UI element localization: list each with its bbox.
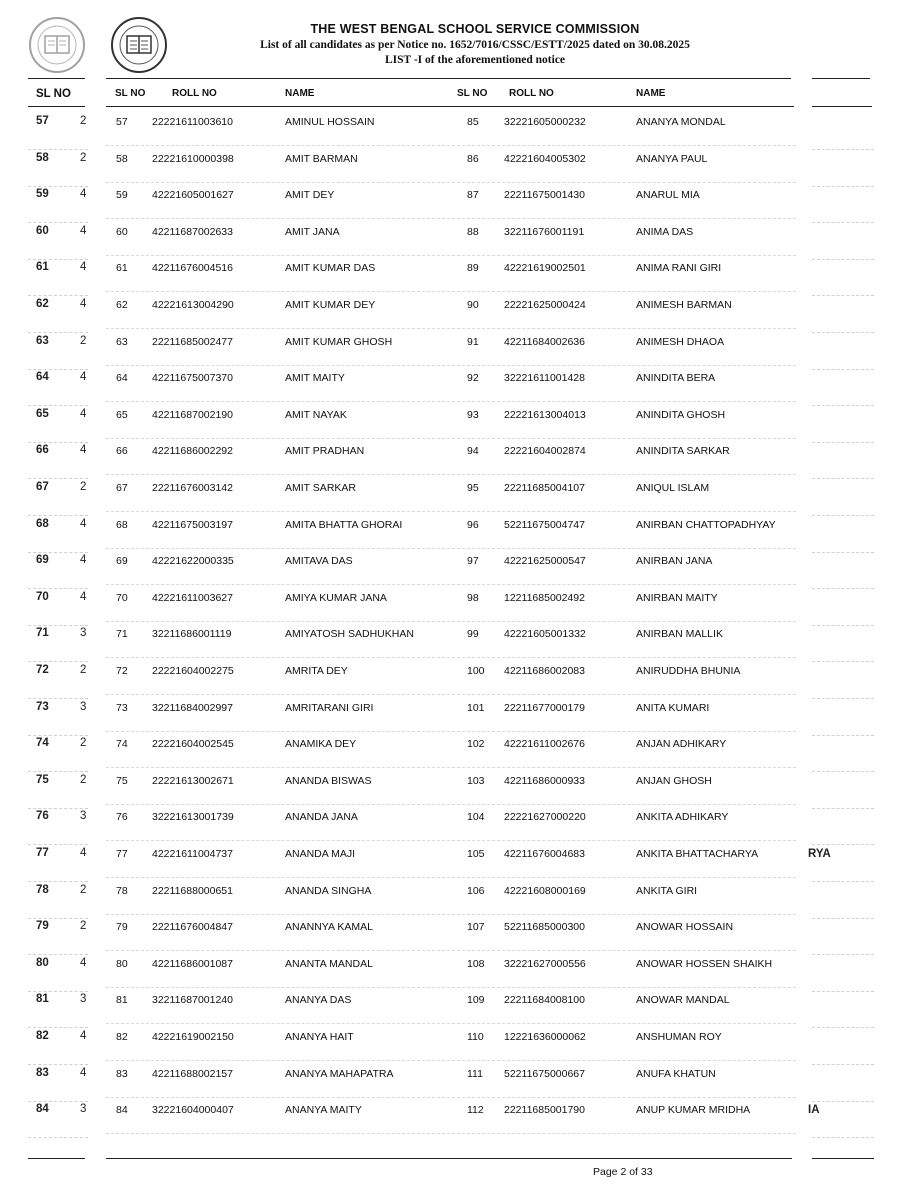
cell-name: AMIT DEY [285, 189, 335, 201]
notice-subtitle: List of all candidates as per Notice no. 1652/7016/CSSC/ESTT/2025 dated on 30.08.2025 [260, 39, 690, 51]
cell-roll: 42221611002676 [504, 738, 585, 750]
cell-name: ANARUL MIA [636, 189, 700, 201]
cell-sl: 95 [467, 482, 479, 494]
cell-sl: 84 [116, 1104, 128, 1116]
cell-sl: 69 [116, 555, 128, 567]
cell-name: ANSHUMAN ROY [636, 1031, 722, 1043]
ghost-row-sl: 72 [36, 664, 49, 676]
cell-name: ANIRBAN CHATTOPADHYAY [636, 519, 776, 531]
cell-sl: 99 [467, 628, 479, 640]
col-header-name: NAME [285, 88, 315, 99]
ghost-row-sl: 57 [36, 115, 49, 127]
cell-sl: 93 [467, 409, 479, 421]
cell-name: ANANDA BISWAS [285, 775, 372, 787]
ghost-row-sl: 69 [36, 554, 49, 566]
ghost-row-mark: 2 [80, 335, 87, 347]
cell-roll: 42221611004737 [152, 848, 233, 860]
row-divider [106, 182, 796, 183]
cell-sl: 80 [116, 958, 128, 970]
cell-roll: 32221605000232 [504, 116, 586, 128]
ghost-row-mark: 4 [80, 188, 87, 200]
cell-sl: 106 [467, 885, 485, 897]
cell-sl: 59 [116, 189, 128, 201]
cell-roll: 22211685001790 [504, 1104, 585, 1116]
cell-sl: 89 [467, 262, 479, 274]
cell-sl: 110 [467, 1031, 484, 1043]
ghost-row-mark: 2 [80, 737, 87, 749]
ghost-row-sl: 67 [36, 481, 49, 493]
cell-name: ANIMA DAS [636, 226, 694, 238]
cell-roll: 22221627000220 [504, 811, 586, 823]
cell-sl: 97 [467, 555, 479, 567]
row-divider [106, 694, 796, 695]
cell-roll: 42221622000335 [152, 555, 234, 567]
ghost-row [36, 444, 87, 456]
cell-roll: 22221604002545 [152, 738, 234, 750]
cell-sl: 62 [116, 299, 128, 311]
cell-sl: 67 [116, 482, 128, 494]
ghost-row-sl: 66 [36, 444, 49, 456]
cell-roll: 22211684008100 [504, 994, 585, 1006]
commission-seal-icon [28, 16, 86, 74]
cell-name: ANKITA BHATTACHARYA [636, 848, 759, 860]
cell-roll: 42211688002157 [152, 1068, 233, 1080]
cell-roll: 42221619002150 [152, 1031, 234, 1043]
ghost-row-sl: 78 [36, 884, 49, 896]
cell-roll: 12221636000062 [504, 1031, 586, 1043]
cell-sl: 68 [116, 519, 128, 531]
cell-sl: 109 [467, 994, 485, 1006]
ghost-row-sl: 64 [36, 371, 49, 383]
cell-sl: 57 [116, 116, 128, 128]
cell-name: AMRITARANI GIRI [285, 702, 374, 714]
ghost-row-mark: 2 [80, 481, 87, 493]
ghost-row [36, 810, 87, 822]
ghost-row [36, 1067, 87, 1079]
ghost-row [36, 847, 87, 859]
cell-roll: 42211686002292 [152, 445, 233, 457]
cell-name: ANITA KUMARI [636, 702, 710, 714]
ghost-row [36, 627, 87, 639]
cell-sl: 73 [116, 702, 128, 714]
cell-sl: 100 [467, 665, 485, 677]
cell-sl: 79 [116, 921, 128, 933]
cell-name: AMIT BARMAN [285, 153, 358, 165]
ghost-row-sl: 73 [36, 701, 49, 713]
cell-roll: 42211687002633 [152, 226, 233, 238]
cell-name: AMITAVA DAS [285, 555, 353, 567]
ghost-row-mark: 3 [80, 627, 87, 639]
cell-name: ANOWAR HOSSAIN [636, 921, 734, 933]
cell-roll: 42211684002636 [504, 336, 585, 348]
cell-roll: 42211676004683 [504, 848, 585, 860]
cell-sl: 87 [467, 189, 479, 201]
cell-sl: 104 [467, 811, 485, 823]
row-divider [106, 474, 796, 475]
ghost-row-sl: 62 [36, 298, 49, 310]
cell-sl: 81 [116, 994, 128, 1006]
cell-roll: 22221610000398 [152, 153, 234, 165]
cell-name: ANIMESH BARMAN [636, 299, 732, 311]
cell-name: ANOWAR MANDAL [636, 994, 730, 1006]
cell-roll: 52211685000300 [504, 921, 585, 933]
ghost-row-sl: 77 [36, 847, 49, 859]
cell-sl: 78 [116, 885, 128, 897]
cell-name: ANIQUL ISLAM [636, 482, 710, 494]
cell-name: AMIYATOSH SADHUKHAN [285, 628, 414, 640]
ghost-row-mark: 4 [80, 591, 87, 603]
ghost-row-sl: 71 [36, 627, 49, 639]
row-divider [106, 145, 796, 146]
commission-seal-icon [110, 16, 168, 74]
cell-sl: 66 [116, 445, 128, 457]
cell-roll: 22221613004013 [504, 409, 586, 421]
cell-name: ANANTA MANDAL [285, 958, 373, 970]
ghost-row-sl: 70 [36, 591, 49, 603]
cell-roll: 22211675001430 [504, 189, 585, 201]
ghost-row-mark: 3 [80, 810, 87, 822]
row-divider [106, 877, 796, 878]
cell-name: ANJAN GHOSH [636, 775, 712, 787]
cell-roll: 42211676004516 [152, 262, 233, 274]
page-number: Page 2 of 33 [593, 1166, 653, 1178]
cell-roll: 42211686001087 [152, 958, 233, 970]
cell-sl: 76 [116, 811, 128, 823]
document-header [240, 22, 710, 66]
cell-name: ANIRBAN JANA [636, 555, 713, 567]
ghost-row-mark: 2 [80, 115, 87, 127]
row-divider [106, 1023, 796, 1024]
col-header-roll: ROLL NO [172, 88, 217, 99]
cell-name: ANANDA SINGHA [285, 885, 372, 897]
cell-roll: 42211687002190 [152, 409, 233, 421]
ghost-row-sl: 61 [36, 261, 49, 273]
ghost-row-mark: 4 [80, 1067, 87, 1079]
ghost-row-mark: 4 [80, 957, 87, 969]
cell-sl: 86 [467, 153, 479, 165]
cell-name: ANANYA DAS [285, 994, 352, 1006]
ghost-row [36, 261, 87, 273]
cell-sl: 71 [116, 628, 128, 640]
row-divider [106, 731, 796, 732]
cell-sl: 92 [467, 372, 479, 384]
ghost-row [36, 774, 87, 786]
row-divider [106, 767, 796, 768]
cell-roll: 42221604005302 [504, 153, 586, 165]
cell-name: AMINUL HOSSAIN [285, 116, 375, 128]
ghost-row [36, 188, 87, 200]
cell-name: ANIMESH DHAOA [636, 336, 725, 348]
cell-sl: 108 [467, 958, 485, 970]
cell-sl: 94 [467, 445, 479, 457]
cell-sl: 70 [116, 592, 128, 604]
ghost-row-sl: 83 [36, 1067, 49, 1079]
cell-sl: 82 [116, 1031, 128, 1043]
row-divider [106, 914, 796, 915]
ghost-row-sl: 76 [36, 810, 49, 822]
ghost-row [36, 957, 87, 969]
cell-roll: 42221605001627 [152, 189, 234, 201]
cell-sl: 72 [116, 665, 128, 677]
cell-roll: 42221619002501 [504, 262, 586, 274]
cell-roll: 22221625000424 [504, 299, 586, 311]
cell-name: AMIYA KUMAR JANA [285, 592, 387, 604]
ghost-row [36, 664, 87, 676]
ghost-row [36, 591, 87, 603]
cell-sl: 98 [467, 592, 479, 604]
row-divider [106, 438, 796, 439]
cell-roll: 22211685002477 [152, 336, 233, 348]
ghost-row-sl: 65 [36, 408, 49, 420]
cell-name: AMIT KUMAR DAS [285, 262, 376, 274]
cell-sl: 107 [467, 921, 485, 933]
cell-name: AMITA BHATTA GHORAI [285, 519, 403, 531]
cell-roll: 32221627000556 [504, 958, 586, 970]
cell-sl: 58 [116, 153, 128, 165]
row-divider [106, 621, 796, 622]
ghost-fragment: IA [808, 1104, 820, 1116]
cell-name: ANINDITA SARKAR [636, 445, 730, 457]
row-divider [106, 1060, 796, 1061]
ghost-row-sl: 82 [36, 1030, 49, 1042]
cell-roll: 42221613004290 [152, 299, 234, 311]
ghost-row-sl: 80 [36, 957, 49, 969]
cell-roll: 52211675004747 [504, 519, 585, 531]
cell-sl: 83 [116, 1068, 128, 1080]
ghost-row-sl: 74 [36, 737, 49, 749]
cell-sl: 105 [467, 848, 485, 860]
cell-sl: 74 [116, 738, 128, 750]
cell-name: ANANDA JANA [285, 811, 358, 823]
cell-roll: 12211685002492 [504, 592, 585, 604]
row-divider [106, 291, 796, 292]
ghost-row-mark: 4 [80, 444, 87, 456]
row-divider [106, 840, 796, 841]
cell-sl: 75 [116, 775, 128, 787]
ghost-row-sl: 84 [36, 1103, 49, 1115]
cell-sl: 101 [467, 702, 485, 714]
col-header-roll: ROLL NO [509, 88, 554, 99]
cell-sl: 60 [116, 226, 128, 238]
ghost-header-sl: SL NO [36, 88, 71, 100]
cell-sl: 64 [116, 372, 128, 384]
ghost-row-mark: 2 [80, 664, 87, 676]
ghost-row [36, 518, 87, 530]
ghost-row-sl: 60 [36, 225, 49, 237]
cell-roll: 32221611001428 [504, 372, 585, 384]
cell-name: ANANYA MAITY [285, 1104, 362, 1116]
cell-roll: 42221605001332 [504, 628, 586, 640]
ghost-row [36, 993, 87, 1005]
cell-name: ANIRUDDHA BHUNIA [636, 665, 741, 677]
ghost-row-mark: 4 [80, 261, 87, 273]
ghost-row-sl: 68 [36, 518, 49, 530]
row-divider [106, 328, 796, 329]
row-divider [106, 511, 796, 512]
cell-roll: 42211675007370 [152, 372, 233, 384]
row-divider [106, 584, 796, 585]
cell-roll: 22211676003142 [152, 482, 233, 494]
cell-name: ANINDITA BERA [636, 372, 716, 384]
cell-sl: 88 [467, 226, 479, 238]
ghost-row-mark: 4 [80, 554, 87, 566]
cell-name: ANANYA MAHAPATRA [285, 1068, 394, 1080]
cell-roll: 42221608000169 [504, 885, 586, 897]
cell-sl: 111 [467, 1068, 483, 1080]
ghost-row-sl: 59 [36, 188, 49, 200]
cell-sl: 112 [467, 1104, 484, 1116]
cell-name: ANKITA GIRI [636, 885, 698, 897]
cell-roll: 42211675003197 [152, 519, 233, 531]
cell-roll: 32211676001191 [504, 226, 585, 238]
cell-roll: 42221611003627 [152, 592, 233, 604]
cell-sl: 63 [116, 336, 128, 348]
cell-roll: 32211686001119 [152, 628, 232, 640]
cell-name: ANANYA MONDAL [636, 116, 726, 128]
row-divider [106, 365, 796, 366]
ghost-row [36, 481, 87, 493]
cell-roll: 22221613002671 [152, 775, 234, 787]
ghost-row [36, 335, 87, 347]
ghost-row-mark: 4 [80, 518, 87, 530]
cell-name: ANUFA KHATUN [636, 1068, 716, 1080]
row-divider [106, 255, 796, 256]
cell-roll: 32221613001739 [152, 811, 234, 823]
cell-roll: 22211688000651 [152, 885, 233, 897]
cell-name: AMRITA DEY [285, 665, 348, 677]
cell-name: ANKITA ADHIKARY [636, 811, 729, 823]
cell-roll: 32221604000407 [152, 1104, 234, 1116]
ghost-row [36, 701, 87, 713]
row-divider [106, 950, 796, 951]
cell-name: AMIT PRADHAN [285, 445, 365, 457]
cell-roll: 22221604002874 [504, 445, 586, 457]
ghost-row [36, 298, 87, 310]
ghost-row-mark: 3 [80, 1103, 87, 1115]
cell-name: AMIT MAITY [285, 372, 345, 384]
cell-name: AMIT KUMAR GHOSH [285, 336, 393, 348]
row-divider [106, 804, 796, 805]
ghost-row-mark: 2 [80, 920, 87, 932]
cell-name: ANIRBAN MAITY [636, 592, 718, 604]
cell-sl: 77 [116, 848, 128, 860]
cell-name: AMIT JANA [285, 226, 340, 238]
ghost-row-mark: 4 [80, 371, 87, 383]
cell-name: ANINDITA GHOSH [636, 409, 726, 421]
cell-name: ANUP KUMAR MRIDHA [636, 1104, 751, 1116]
cell-sl: 65 [116, 409, 128, 421]
cell-sl: 91 [467, 336, 479, 348]
col-header-sl: SL NO [115, 88, 146, 99]
row-divider [106, 401, 796, 402]
cell-sl: 102 [467, 738, 485, 750]
ghost-row-mark: 4 [80, 1030, 87, 1042]
cell-name: AMIT NAYAK [285, 409, 347, 421]
ghost-row-mark: 2 [80, 884, 87, 896]
list-title: LIST -I of the aforementioned notice [384, 54, 566, 66]
row-divider [106, 1133, 796, 1134]
cell-name: ANANNYA KAMAL [285, 921, 373, 933]
ghost-row [36, 554, 87, 566]
ghost-row [36, 371, 87, 383]
cell-name: ANIMA RANI GIRI [636, 262, 722, 274]
cell-roll: 52211675000667 [504, 1068, 585, 1080]
ghost-row-mark: 3 [80, 993, 87, 1005]
cell-name: ANANDA MAJI [285, 848, 356, 860]
row-divider [106, 657, 796, 658]
cell-roll: 22211676004847 [152, 921, 233, 933]
ghost-row-sl: 63 [36, 335, 49, 347]
ghost-row-sl: 81 [36, 993, 49, 1005]
ghost-row-mark: 4 [80, 225, 87, 237]
ghost-row [36, 884, 87, 896]
ghost-row [36, 1103, 87, 1115]
row-divider [106, 1097, 796, 1098]
cell-roll: 32211687001240 [152, 994, 233, 1006]
ghost-row [36, 1030, 87, 1042]
row-divider [106, 548, 796, 549]
ghost-row [36, 115, 87, 127]
cell-roll: 42221625000547 [504, 555, 586, 567]
ghost-row-mark: 4 [80, 298, 87, 310]
cell-sl: 61 [116, 262, 128, 274]
cell-roll: 42211686002083 [504, 665, 585, 677]
cell-name: ANJAN ADHIKARY [636, 738, 727, 750]
cell-name: ANOWAR HOSSEN SHAIKH [636, 958, 773, 970]
cell-name: AMIT SARKAR [285, 482, 356, 494]
ghost-row-mark: 4 [80, 847, 87, 859]
org-title: THE WEST BENGAL SCHOOL SERVICE COMMISSION [310, 22, 640, 36]
ghost-row-sl: 58 [36, 152, 49, 164]
ghost-row [36, 408, 87, 420]
ghost-row-mark: 3 [80, 701, 87, 713]
cell-sl: 96 [467, 519, 479, 531]
cell-sl: 85 [467, 116, 479, 128]
ghost-row-mark: 2 [80, 774, 87, 786]
cell-name: ANAMIKA DEY [285, 738, 357, 750]
ghost-row-mark: 4 [80, 408, 87, 420]
ghost-row [36, 152, 87, 164]
ghost-fragment: RYA [808, 848, 831, 860]
cell-name: ANANYA HAIT [285, 1031, 354, 1043]
ghost-row-sl: 75 [36, 774, 49, 786]
col-header-sl: SL NO [457, 88, 488, 99]
ghost-row-mark: 2 [80, 152, 87, 164]
cell-name: AMIT KUMAR DEY [285, 299, 376, 311]
cell-roll: 22211685004107 [504, 482, 585, 494]
cell-roll: 32211684002997 [152, 702, 233, 714]
row-divider [106, 987, 796, 988]
ghost-row-sl: 79 [36, 920, 49, 932]
cell-sl: 90 [467, 299, 479, 311]
cell-name: ANANYA PAUL [636, 153, 708, 165]
row-divider [106, 218, 796, 219]
cell-roll: 22221611003610 [152, 116, 233, 128]
cell-name: ANIRBAN MALLIK [636, 628, 723, 640]
ghost-row [36, 737, 87, 749]
ghost-row [36, 920, 87, 932]
cell-sl: 103 [467, 775, 485, 787]
col-header-name: NAME [636, 88, 666, 99]
cell-roll: 42211686000933 [504, 775, 585, 787]
cell-roll: 22211677000179 [504, 702, 585, 714]
cell-roll: 22221604002275 [152, 665, 234, 677]
ghost-row [36, 225, 87, 237]
